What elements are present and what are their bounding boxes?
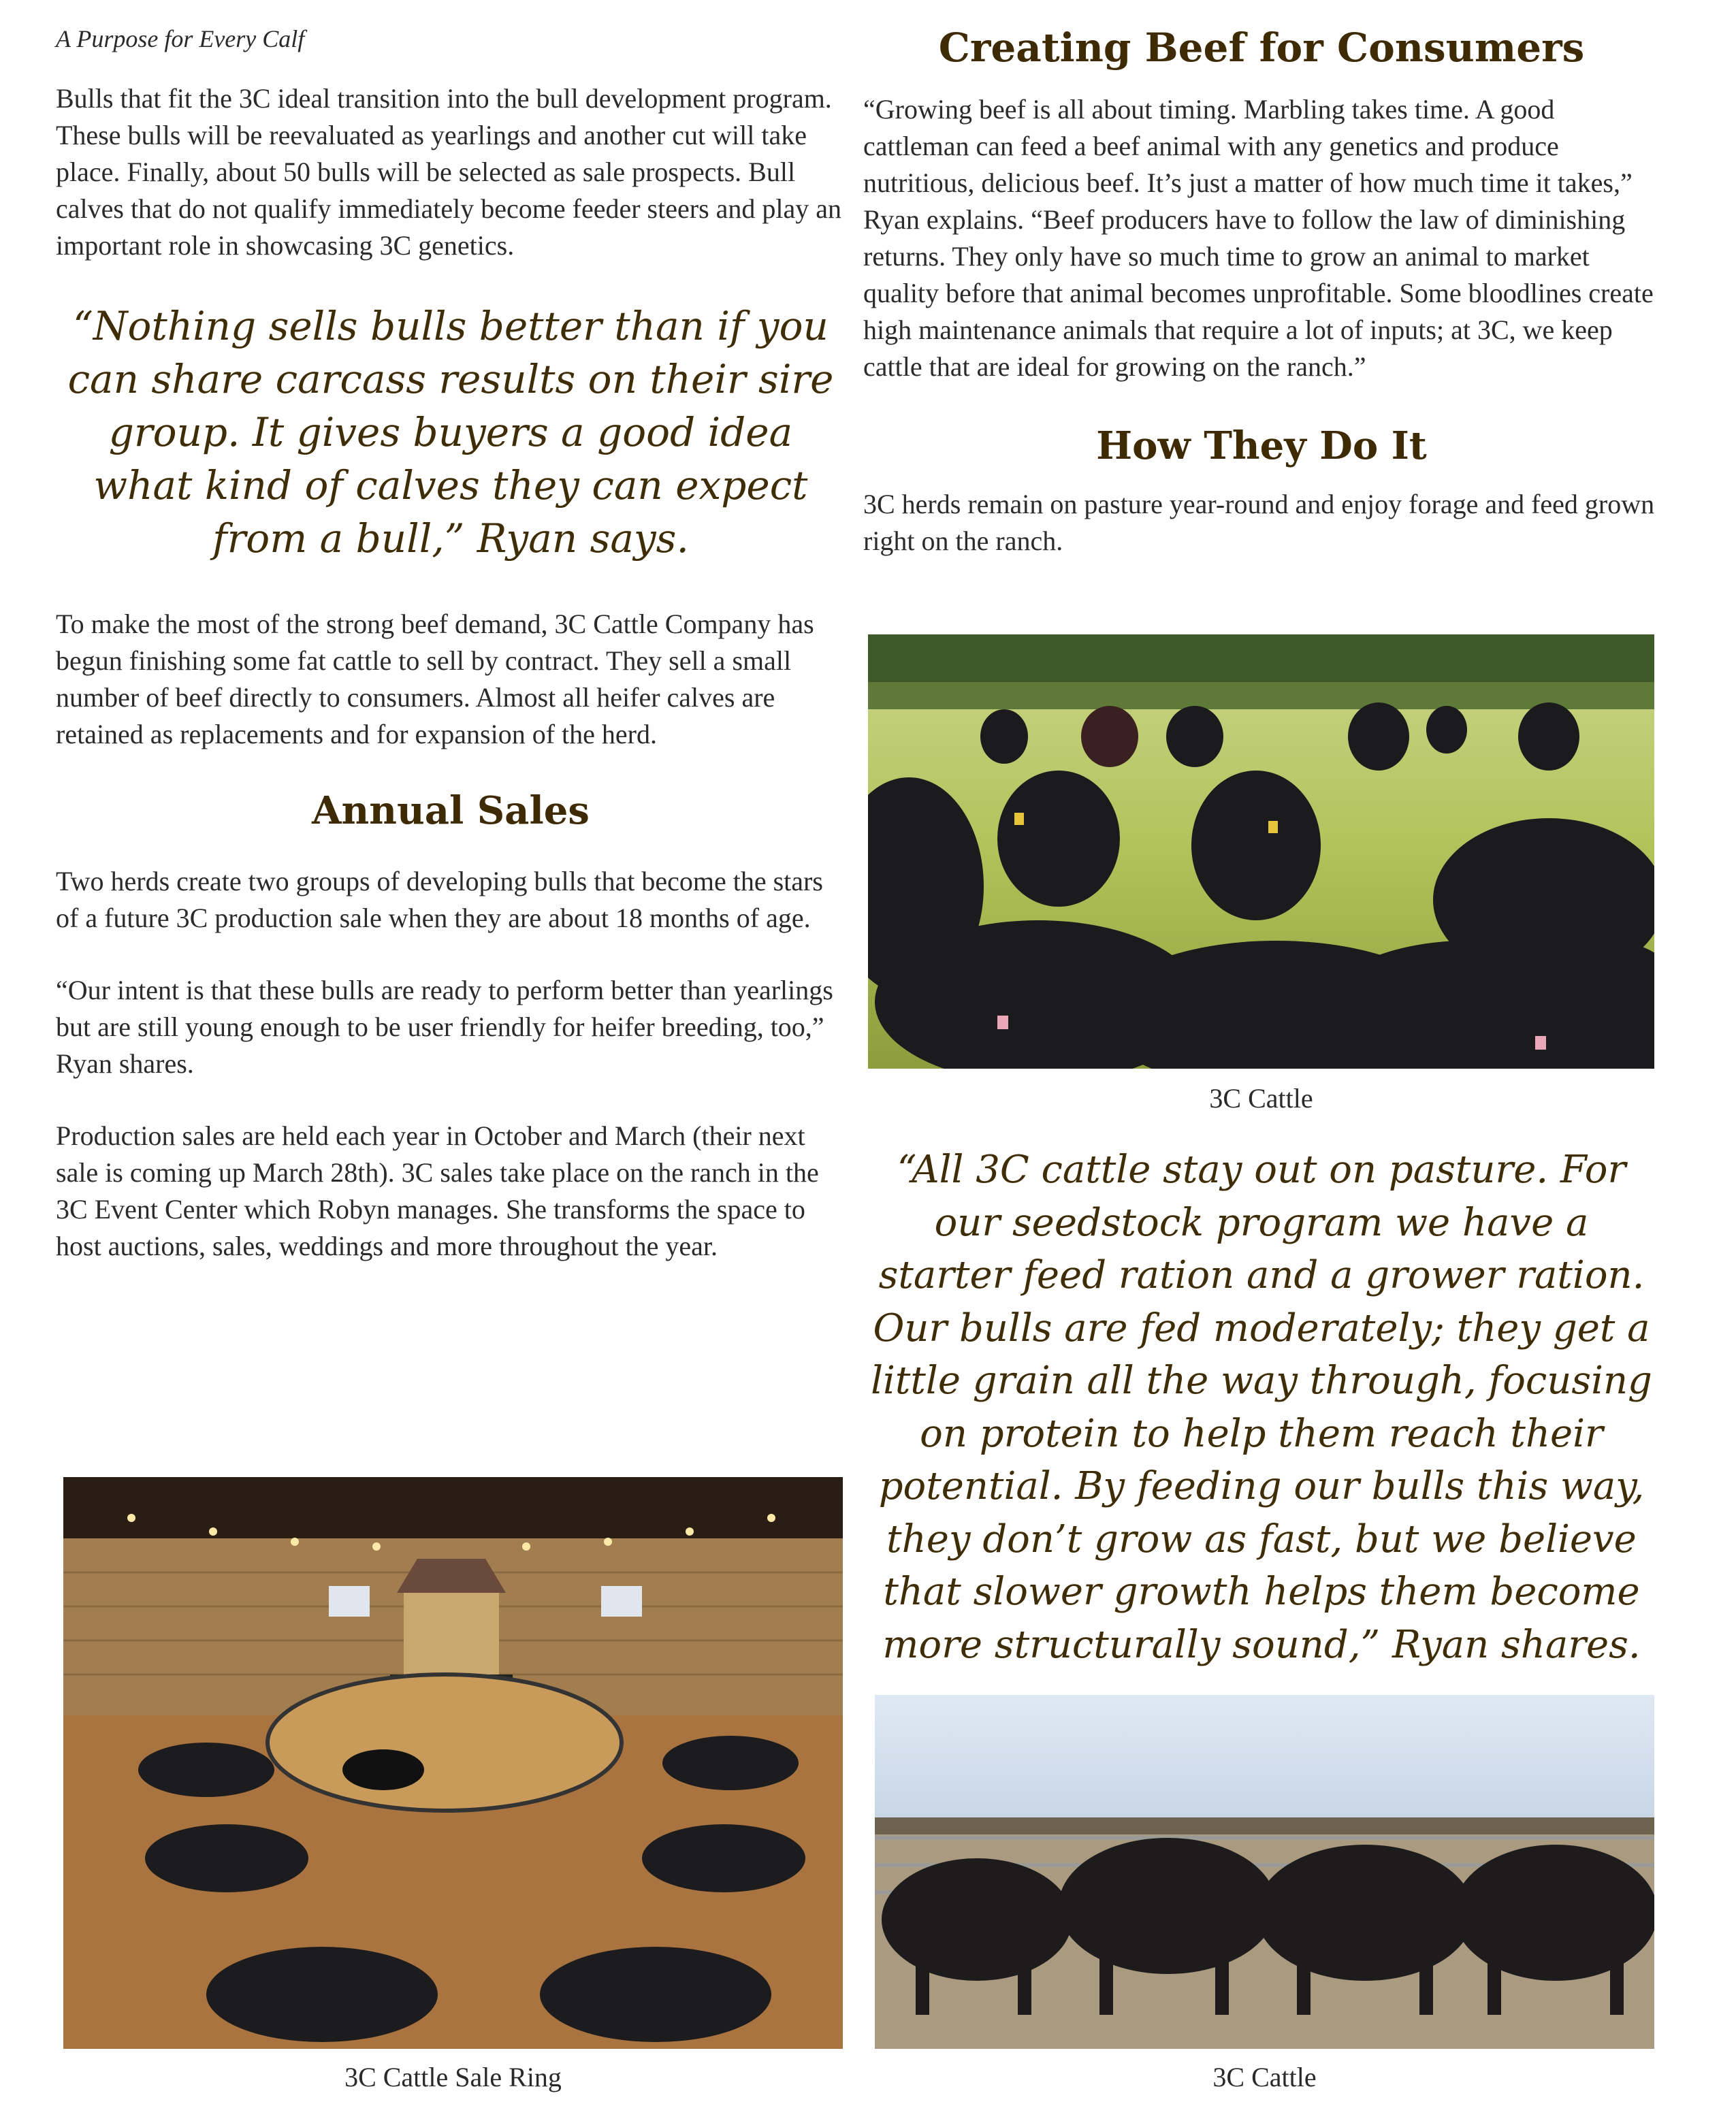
heading-creating-beef: Creating Beef for Consumers bbox=[938, 25, 1585, 71]
left-pull-quote: “Nothing sells bulls better than if you can share carcass results on their sire group. It gives buyers a good idea what kind of calves they can expect from a bull,” Ryan says. bbox=[67, 303, 834, 562]
sale-ring-photo bbox=[63, 1477, 843, 2049]
left-paragraph-5: Production sales are held each year in October and March (their next sale is coming up March 28th). 3C sales take place on the ranch in the 3C Event Center which Robyn manages. She transforms the space to host auctions, sales, weddings and more throughout the year. bbox=[56, 1120, 819, 1261]
right-pull-quote: “All 3C cattle stay out on pasture. For our seedstock program we have a starter feed ration and a grower ration. Our bulls are fed moderately; they get a little grain all the way through, focusing on protein to help them reach their potential. By feeding our bulls this way, they don’t grow as fast, but we believe that slower growth helps them become more structurally sound,” Ryan shares. bbox=[871, 1148, 1652, 1667]
right-pull-quote-wrap bbox=[863, 1144, 1660, 1671]
pasture-cattle-photo bbox=[868, 634, 1654, 1069]
heading-how-they-do-it: How They Do It bbox=[1096, 423, 1427, 468]
caption-pen-photo: 3C Cattle bbox=[1212, 2062, 1317, 2092]
pen-cattle-photo bbox=[875, 1695, 1654, 2049]
heading-annual-sales: Annual Sales bbox=[312, 788, 590, 833]
left-paragraph-3: Two herds create two groups of developing bulls that become the stars of a future 3C production sale when they are about 18 months of age. bbox=[56, 866, 823, 933]
left-paragraph-2: To make the most of the strong beef demand, 3C Cattle Company has begun finishing some fat cattle to sell by contract. They sell a small number of beef directly to consumers. Almost all heifer calves are retained as replacements and for expansion of the herd. bbox=[56, 609, 814, 749]
caption-pasture-photo: 3C Cattle bbox=[1209, 1083, 1313, 1114]
right-paragraph-2: 3C herds remain on pasture year-round and enjoy forage and feed grown right on the ranch. bbox=[863, 489, 1655, 556]
caption-sale-ring: 3C Cattle Sale Ring bbox=[344, 2062, 562, 2092]
right-column bbox=[863, 25, 1660, 595]
left-paragraph-1: Bulls that fit the 3C ideal transition into the bull development program. These bulls will be reevaluated as yearlings and another cut will take place. Finally, about 50 bulls will be selected as sale prospects. Bull calves that do not qualify immediately become feeder steers and play an important role in showcasing 3C genetics. bbox=[56, 83, 842, 261]
running-head: A Purpose for Every Calf bbox=[56, 25, 305, 52]
left-paragraph-4: “Our intent is that these bulls are ready to perform better than yearlings but are still young enough to be user friendly for heifer breeding, too,” Ryan shares. bbox=[56, 975, 833, 1079]
left-column bbox=[56, 25, 846, 1300]
right-paragraph-1: “Growing beef is all about timing. Marbling takes time. A good cattleman can feed a beef animal with any genetics and produce nutritious, delicious beef. It’s just a matter of how much time it takes,” Ryan explains. “Beef producers have to follow the law of diminishing returns. They only have so much time to grow an animal to market quality before that animal becomes unprofitable. Some bloodlines create high maintenance animals that require a lot of inputs; at 3C, we keep cattle that are ideal for growing on the ranch.” bbox=[863, 94, 1654, 382]
